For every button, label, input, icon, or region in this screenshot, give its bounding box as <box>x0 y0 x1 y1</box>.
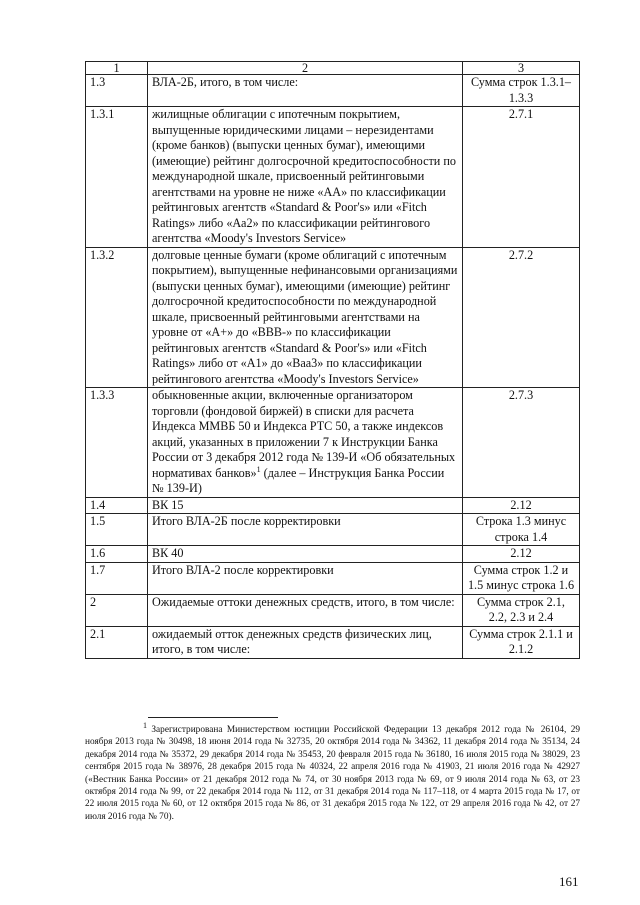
table-row <box>86 497 580 514</box>
row-description: ВК 15 <box>148 497 463 514</box>
row-description <box>148 388 463 498</box>
header-cell-3: 3 <box>463 62 580 75</box>
table-row <box>86 594 580 626</box>
row-source: 2.12 <box>463 497 580 514</box>
row-description-text: обыкновенные акции, включенные организатором торговли (фондовой биржей) в списки для расчета Индекса ММВБ 50 и Индекса РТС 50, а также индексов акций, указанных в приложении 7 к Инструкции Банка России от 3 декабря 2012 года № 139-И «Об обязательных нормативах банков» <box>152 388 456 480</box>
row-number: 2.1 <box>86 626 148 658</box>
row-source: Сумма строк 2.1.1 и 2.1.2 <box>463 626 580 658</box>
row-source: 2.12 <box>463 546 580 563</box>
table-row <box>86 514 580 546</box>
row-source: 2.7.1 <box>463 107 580 248</box>
row-number: 1.3.1 <box>86 107 148 248</box>
footnote-reference: 1 <box>256 464 261 474</box>
table-row <box>86 626 580 658</box>
row-source: Строка 1.3 минус строка 1.4 <box>463 514 580 546</box>
footnote <box>85 720 580 823</box>
data-table <box>85 61 580 659</box>
footnote-mark: 1 <box>143 720 147 730</box>
table-row <box>86 75 580 107</box>
row-description: ожидаемый отток денежных средств физических лиц, итого, в том числе: <box>148 626 463 658</box>
row-number: 1.3.3 <box>86 388 148 498</box>
row-source: 2.7.2 <box>463 247 580 388</box>
table-row <box>86 546 580 563</box>
page-number: 161 <box>559 874 579 889</box>
row-description: ВК 40 <box>148 546 463 563</box>
table-row <box>86 247 580 388</box>
row-source: Сумма строк 1.2 и 1.5 минус строка 1.6 <box>463 562 580 594</box>
header-cell-1: 1 <box>86 62 148 75</box>
row-number: 1.5 <box>86 514 148 546</box>
row-number: 1.7 <box>86 562 148 594</box>
row-source: Сумма строк 1.3.1–1.3.3 <box>463 75 580 107</box>
header-row <box>86 62 580 75</box>
row-description-tail: (далее – Инструкция Банка России № 139-И) <box>152 465 445 495</box>
row-number: 1.3.2 <box>86 247 148 388</box>
footnote-text: Зарегистрирована Министерством юстиции Российской Федерации 13 декабря 2012 года № 26104, 29 ноября 2013 года № 30498, 18 июня 2014 года № 32735, 20 октября 2014 года № 34362, 11 декабря 2014 года № 35134, 24 декабря 2014 года № 35372, 29 декабря 2014 года № 35453, 20 февраля 2015 года № 36180, 16 июля 2015 года № 38029, 23 сентября 2015 года № 38976, 28 декабря 2015 года № 40324, 22 апреля 2016 года № 41903, 21 июля 2016 года № 42927 («Вестник Банка России» от 21 декабря 2012 года № 74, от 30 ноября 2013 года № 69, от 9 июля 2014 года № 63, от 23 октября 2014 года № 99, от 22 декабря 2014 года № 112, от 31 декабря 2014 года № 117–118, от 4 марта 2015 года № 17, от 22 июля 2015 года № 60, от 12 октября 2015 года № 86, от 31 декабря 2015 года № 122, от 29 апреля 2016 года № 42, от 27 июля 2016 года № 70). <box>85 725 580 822</box>
row-source: 2.7.3 <box>463 388 580 498</box>
row-number: 1.4 <box>86 497 148 514</box>
row-description: Ожидаемые оттоки денежных средств, итого, в том числе: <box>148 594 463 626</box>
footnote-separator <box>148 717 278 718</box>
table-row <box>86 388 580 498</box>
row-description: Итого ВЛА-2 после корректировки <box>148 562 463 594</box>
header-cell-2: 2 <box>148 62 463 75</box>
row-description: жилищные облигации с ипотечным покрытием, выпущенные юридическими лицами – нерезидентами (кроме банков) (выпуски ценных бумаг), имеющими (имеющие) рейтинг долгосрочной кредитоспособности по международной шкале, присвоенный рейтинговыми агентствами на уровне не ниже «АА» по классификации рейтинговых агентств «Standard & Poor's» или «Fitch Ratings» либо «Аа2» по классификации рейтингового агентства «Moody's Investors Service» <box>148 107 463 248</box>
row-source: Сумма строк 2.1, 2.2, 2.3 и 2.4 <box>463 594 580 626</box>
table-row <box>86 107 580 248</box>
row-description: долговые ценные бумаги (кроме облигаций с ипотечным покрытием), выпущенные нефинансовыми организациями (выпуски ценных бумаг), имеющими (имеющие) рейтинг долгосрочной кредитоспособности по международной шкале, присвоенный рейтинговыми агентствами на уровне от «А+» до «ВВВ-» по классификации рейтинговых агентств «Standard & Poor's» или «Fitch Ratings» либо от «А1» до «Ваа3» по классификации рейтингового агентства «Moody's Investors Service» <box>148 247 463 388</box>
row-number: 1.3 <box>86 75 148 107</box>
row-description: Итого ВЛА-2Б после корректировки <box>148 514 463 546</box>
table-row <box>86 562 580 594</box>
row-description: ВЛА-2Б, итого, в том числе: <box>148 75 463 107</box>
row-number: 1.6 <box>86 546 148 563</box>
row-number: 2 <box>86 594 148 626</box>
